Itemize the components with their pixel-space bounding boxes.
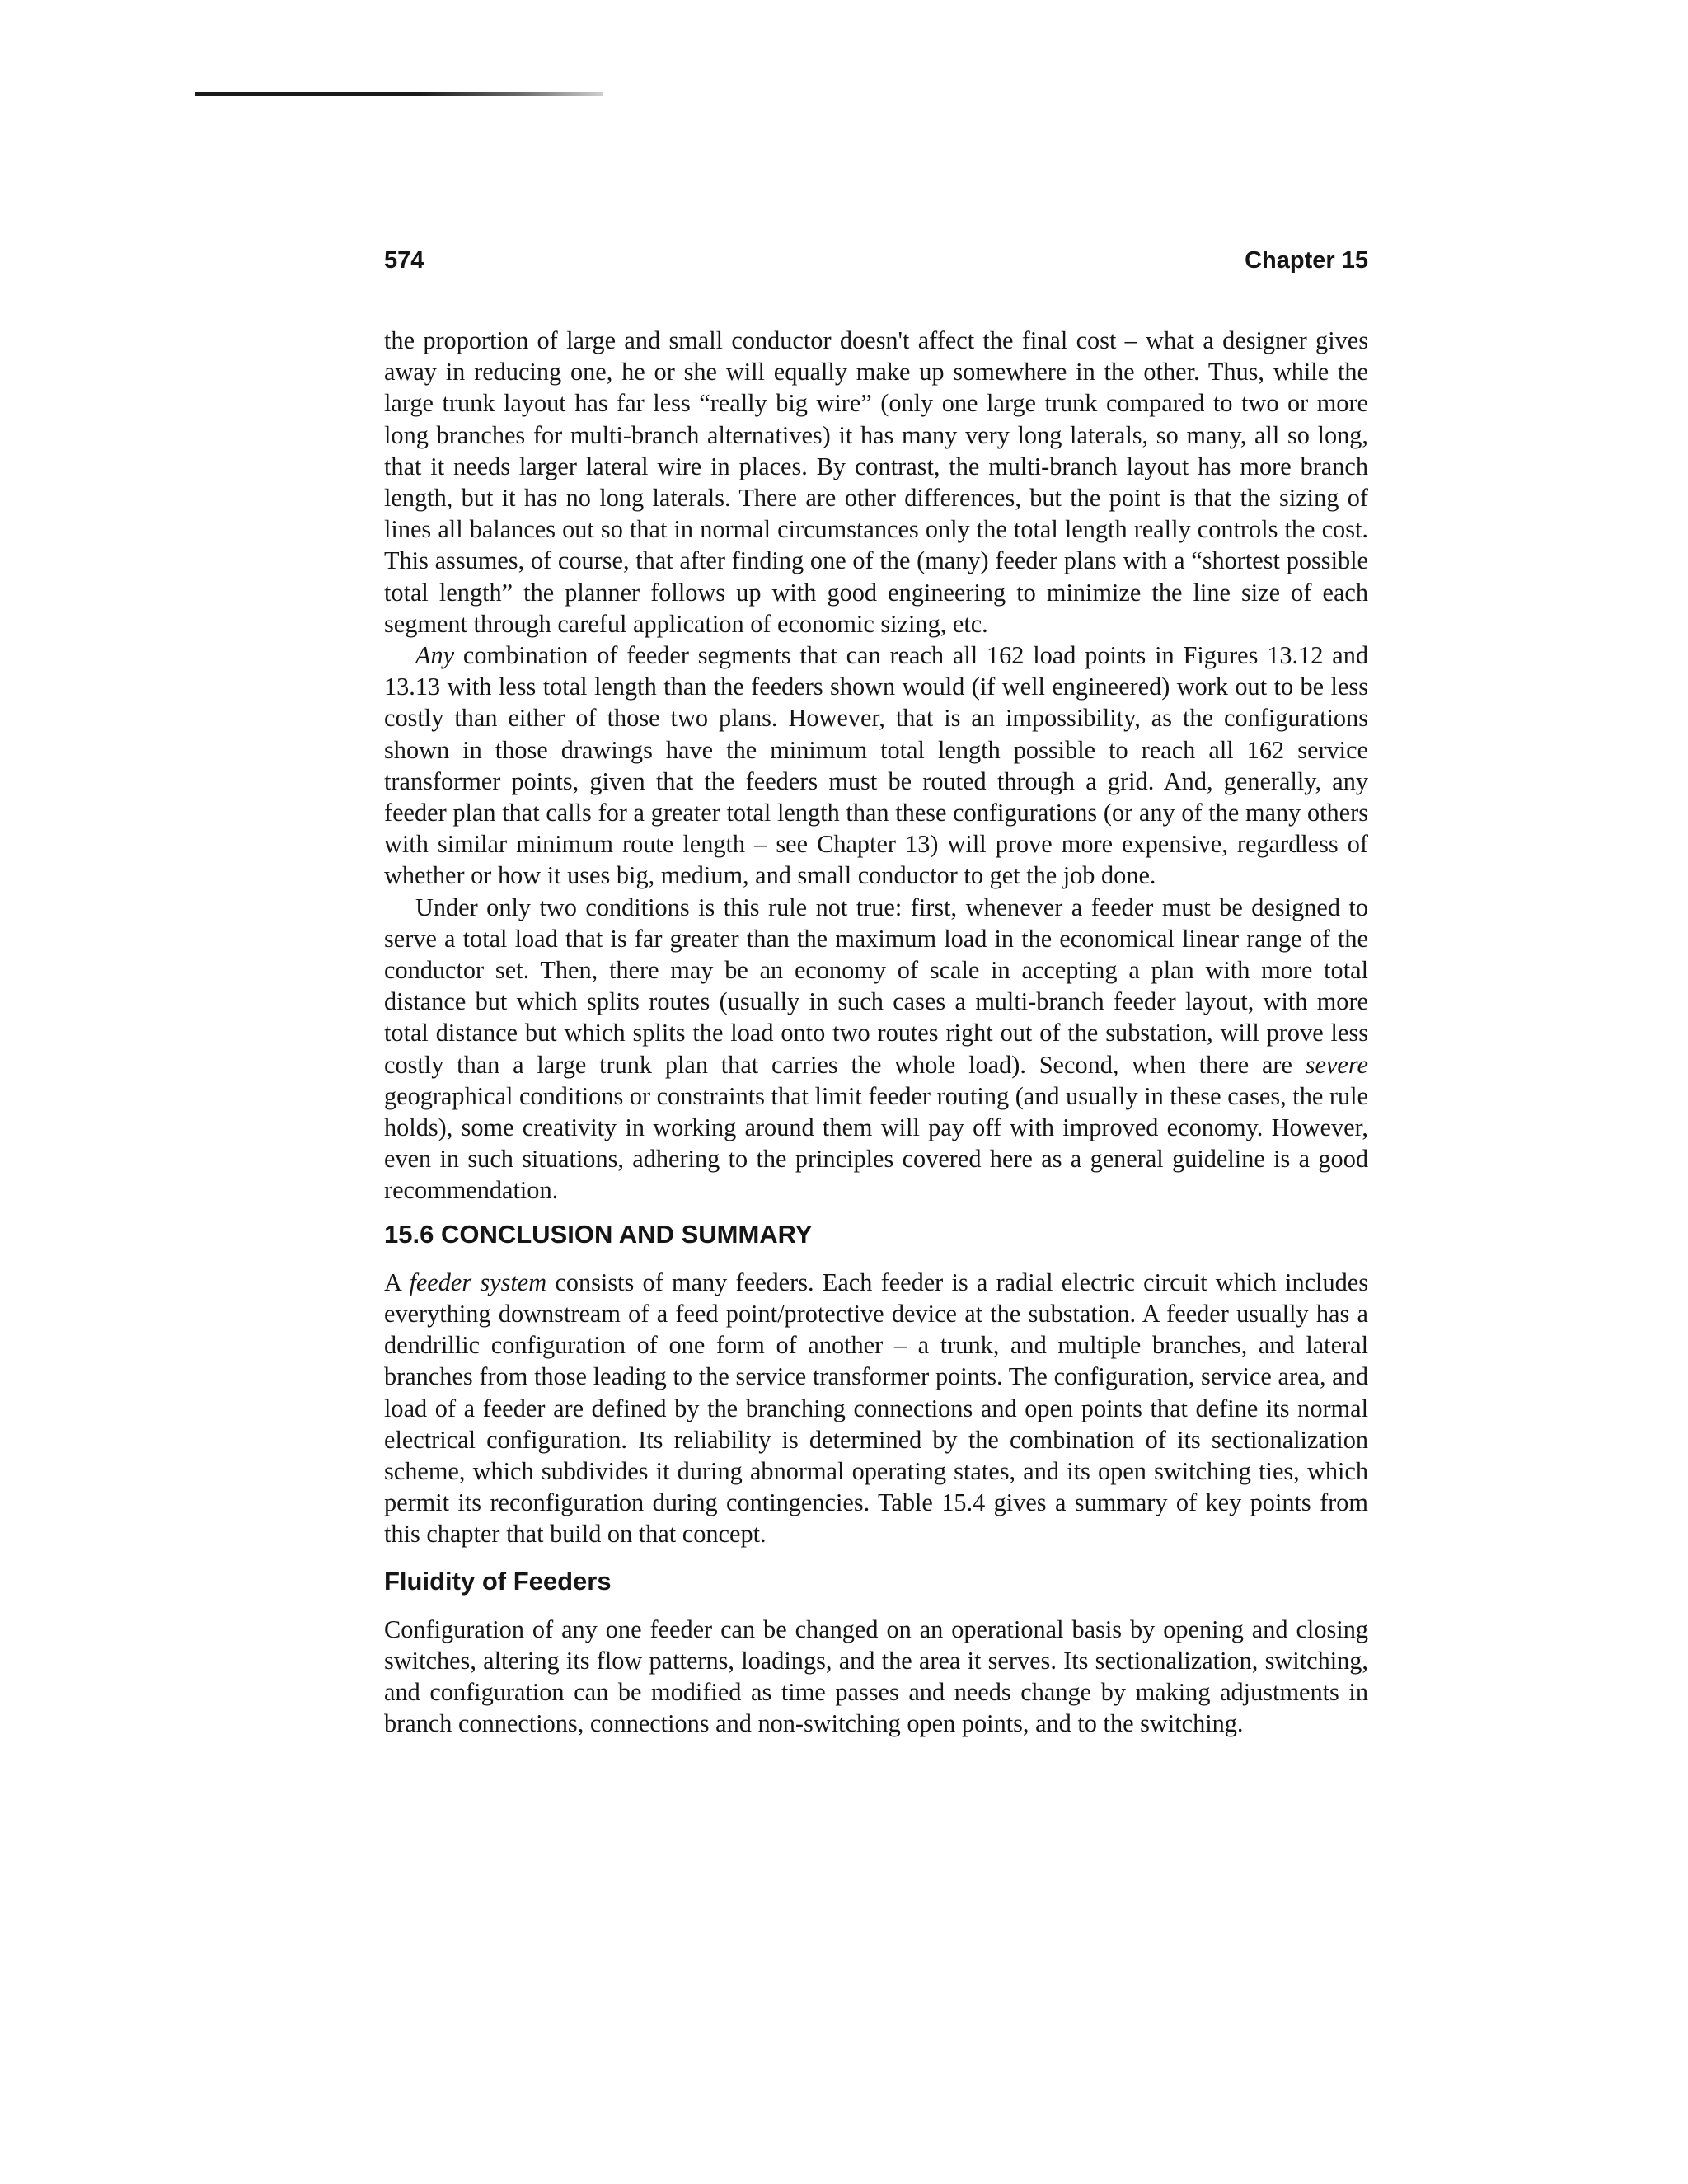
paragraph-2-text: combination of feeder segments that can reach all 162 load points in Figures 13.12 and 13.13 with less total length than the feeders shown would (if well engineered) work out to be less costly than either of those two plans. However, that is an impossibility, as the configurations shown in those drawings have the minimum total length possible to reach all 162 service transformer points, given that the feeders must be routed through a grid. And, generally, any feeder plan that calls for a greater total length than these configurations (or any of the many others with similar minimum route length – see Chapter 13) will prove more expensive, regardless of whether or how it uses big, medium, and small conductor to get the job done. [384,641,1368,890]
paragraph-1: the proportion of large and small conductor doesn't affect the final cost – what a designer gives away in reducing one, he or she will equally make up somewhere in the other. Thus, while the large trunk layout has far less “really big wire” (only one large trunk compared to two or more long branches for multi-branch alternatives) it has many very long laterals, so many, all so long, that it needs larger lateral wire in places. By contrast, the multi-branch layout has more branch length, but it has no long laterals. There are other differences, but the point is that the sizing of lines all balances out so that in normal circumstances only the total length really controls the cost. This assumes, of course, that after finding one of the (many) feeder plans with a “shortest possible total length” the planner follows up with good engineering to minimize the line size of each segment through careful application of economic sizing, etc. [384,326,1368,638]
paragraph-3-text-a: Under only two conditions is this rule not true: first, whenever a feeder must be designed to serve a total load that is far greater than the maximum load in the economical linear range of the conductor set. Then, there may be an economy of scale in accepting a plan with more total distance but which splits routes (usually in such cases a multi-branch feeder layout, with more total distance but which splits the load onto two routes right out of the substation, will prove less costly than a large trunk plan that carries the whole load). Second, when there are [384,893,1368,1079]
paragraph-4-text-b: consists of many feeders. Each feeder is a radial electric circuit which includes everything downstream of a feed point/protective device at the substation. A feeder usually has a dendrillic configuration of one form of another – a trunk, and multiple branches, and lateral branches from those leading to the service transformer points. The configuration, service area, and load of a feeder are defined by the branching connections and open points that define its normal electrical configuration. Its reliability is determined by the combination of its sectionalization scheme, which subdivides it during abnormal operating states, and its open switching ties, which permit its reconfiguration during contingencies. Table 15.4 gives a summary of key points from this chapter that build on that concept. [384,1268,1368,1549]
paragraph-4-text-a: A [384,1268,410,1296]
running-head [384,244,1368,277]
subsection-heading: Fluidity of Feeders [384,1566,612,1596]
page-body [384,325,1368,1739]
section-heading: 15.6 CONCLUSION AND SUMMARY [384,1219,813,1249]
paragraph-5: Configuration of any one feeder can be changed on an operational basis by opening and closing switches, altering its flow patterns, loadings, and the area it serves. Its sectionalization, switching, and configuration can be modified as time passes and needs change by making adjustments in branch connections, connections and non-switching open points, and to the switching. [384,1615,1368,1738]
paragraph-2-emphasis: Any [415,641,455,670]
chapter-label: Chapter 15 [1245,247,1368,274]
paragraph-2 [384,640,1368,892]
paragraph-3 [384,892,1368,1207]
top-rule [195,92,603,96]
paragraph-4-emphasis: feeder system [409,1268,547,1296]
page-number: 574 [384,247,424,274]
paragraph-4 [384,1267,1368,1550]
paragraph-3-text-b: geographical conditions or constraints that limit feeder routing (and usually in these cases, the rule holds), some creativity in working around them will pay off with improved economy. However, even in such situations, adhering to the principles covered here as a general guideline is a good recommendation. [384,1081,1368,1205]
paragraph-3-emphasis: severe [1305,1050,1368,1079]
